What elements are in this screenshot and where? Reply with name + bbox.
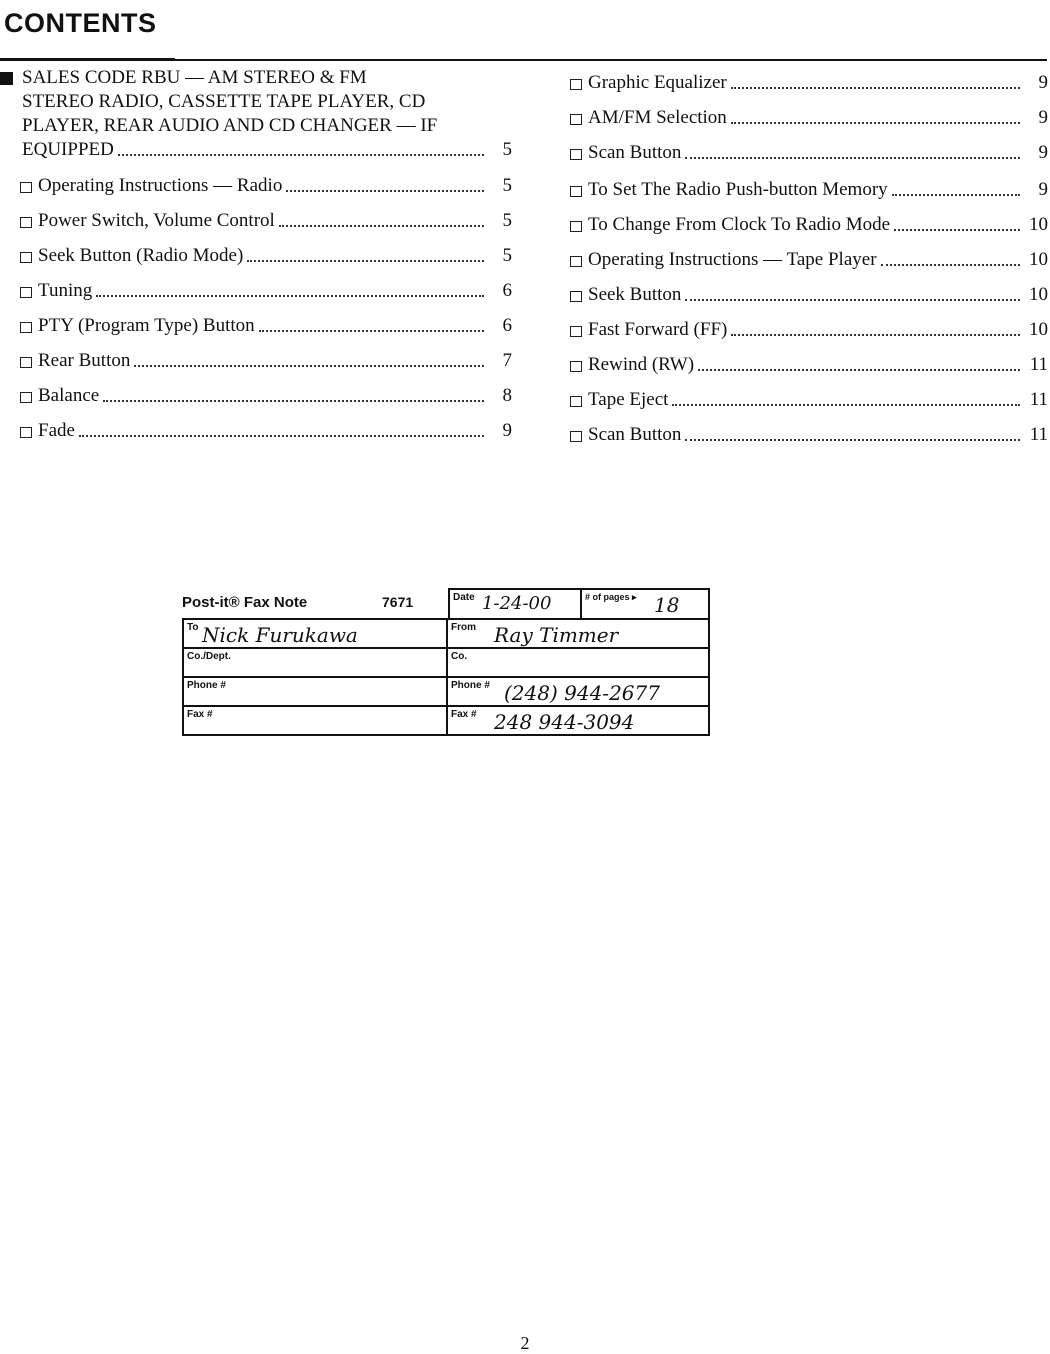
page-number: 2	[520, 1333, 530, 1353]
checkbox-icon	[20, 427, 32, 438]
fax-note	[182, 588, 710, 740]
toc-entry: Scan Button 11	[570, 423, 1048, 447]
checkbox-icon	[570, 431, 582, 442]
pages-label: # of pages ▸	[585, 592, 637, 602]
checkbox-icon	[20, 357, 32, 368]
toc-entry: Operating Instructions — Tape Player 10	[570, 248, 1048, 272]
toc-main-line: STEREO RADIO, CASSETTE TAPE PLAYER, CD	[22, 91, 426, 112]
toc-main-line: PLAYER, REAR AUDIO AND CD CHANGER — IF	[22, 115, 438, 136]
page-title: CONTENTS	[4, 8, 157, 38]
toc-entry: Rear Button 7	[20, 349, 512, 373]
toc-main-line: EQUIPPED	[22, 139, 114, 160]
checkbox-icon	[20, 392, 32, 403]
leader-dots	[118, 154, 484, 156]
fax-value: 248 944-3094	[494, 710, 635, 734]
to-label: To	[187, 622, 199, 633]
checkbox-icon	[20, 252, 32, 263]
toc-entry: Tape Eject 11	[570, 388, 1048, 412]
toc-entry: Tuning 6	[20, 279, 512, 303]
checkbox-icon	[570, 256, 582, 267]
checkbox-icon	[570, 291, 582, 302]
toc-entry: Graphic Equalizer 9	[570, 71, 1048, 95]
toc-entry: Operating Instructions — Radio 5	[20, 174, 512, 198]
toc-entry: Fade 9	[20, 419, 512, 443]
toc-entry: Seek Button (Radio Mode) 5	[20, 244, 512, 268]
checkbox-icon	[570, 361, 582, 372]
toc-entry: Power Switch, Volume Control 5	[20, 209, 512, 233]
phone-label-right: Phone #	[451, 680, 490, 691]
toc-entry: AM/FM Selection 9	[570, 106, 1048, 130]
pages-value: 18	[654, 593, 680, 617]
to-value: Nick Furukawa	[202, 623, 358, 647]
title-rule-right	[175, 59, 1047, 61]
checkbox-icon	[20, 182, 32, 193]
checkbox-icon	[570, 326, 582, 337]
toc-entry: Balance 8	[20, 384, 512, 408]
checkbox-icon	[570, 186, 582, 197]
checkbox-icon	[20, 287, 32, 298]
date-label: Date	[453, 592, 475, 603]
toc-entry: Seek Button 10	[570, 283, 1048, 307]
toc-entry: Scan Button 9	[570, 141, 1048, 165]
toc-entry: Rewind (RW) 11	[570, 353, 1048, 377]
bullet-icon	[0, 72, 13, 85]
toc-main-entry	[0, 66, 512, 162]
phone-value: (248) 944-2677	[504, 681, 660, 705]
toc-entry: To Change From Clock To Radio Mode 10	[570, 213, 1048, 237]
checkbox-icon	[20, 217, 32, 228]
from-value: Ray Timmer	[494, 623, 619, 647]
co-dept-label: Co./Dept.	[187, 651, 231, 662]
checkbox-icon	[570, 221, 582, 232]
title-rule-left	[0, 58, 175, 61]
phone-label-left: Phone #	[187, 680, 226, 691]
checkbox-icon	[570, 79, 582, 90]
co-label: Co.	[451, 651, 468, 662]
checkbox-icon	[570, 114, 582, 125]
checkbox-icon	[570, 149, 582, 160]
fax-note-code: 7671	[382, 594, 414, 610]
toc-page-number: 5	[502, 139, 512, 160]
checkbox-icon	[20, 322, 32, 333]
toc-entry: PTY (Program Type) Button 6	[20, 314, 512, 338]
from-label: From	[451, 622, 476, 633]
toc-main-line: SALES CODE RBU — AM STEREO & FM	[22, 67, 367, 88]
toc-entry: Fast Forward (FF) 10	[570, 318, 1048, 342]
checkbox-icon	[570, 396, 582, 407]
date-value: 1-24-00	[482, 593, 552, 614]
toc-entry: To Set The Radio Push-button Memory 9	[570, 178, 1048, 202]
fax-label-right: Fax #	[451, 709, 477, 720]
fax-note-title: Post-it® Fax Note	[182, 594, 308, 611]
fax-label-left: Fax #	[187, 709, 213, 720]
